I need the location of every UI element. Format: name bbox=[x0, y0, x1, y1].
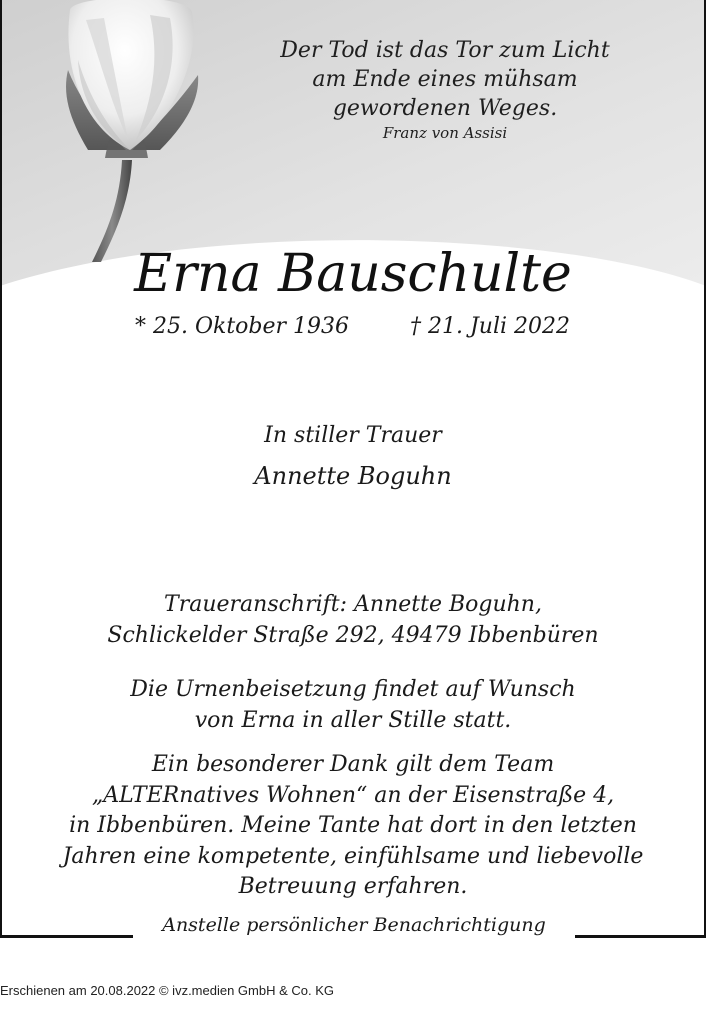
address-line: Traueranschrift: Annette Boguhn, bbox=[164, 592, 542, 617]
frame-border bbox=[0, 935, 133, 938]
quote-author: Franz von Assisi bbox=[382, 124, 508, 142]
thanks-line: Betreuung erfahren. bbox=[238, 874, 468, 899]
birth-date: * 25. Oktober 1936 bbox=[135, 314, 350, 339]
address-line: Schlickelder Straße 292, 49479 Ibbenbüren bbox=[107, 623, 599, 648]
frame-border bbox=[704, 0, 706, 938]
quote-line: Der Tod ist das Tor zum Licht bbox=[280, 38, 610, 63]
mourner-name: Annette Boguhn bbox=[254, 462, 452, 490]
frame-border bbox=[575, 935, 706, 938]
mourning-address bbox=[0, 589, 706, 651]
thanks-notice bbox=[0, 750, 706, 903]
mourning-label: In stiller Trauer bbox=[264, 423, 442, 448]
frame-border bbox=[0, 0, 2, 938]
publication-caption: Erschienen am 20.08.2022 © ivz.medien GmbH & Co. KG bbox=[0, 983, 335, 998]
notification-note: Anstelle persönlicher Benachrichtigung bbox=[133, 914, 575, 936]
thanks-line: Ein besonderer Dank gilt dem Team bbox=[151, 752, 555, 777]
thanks-line: Jahren eine kompetente, einfühlsame und liebevolle bbox=[62, 843, 644, 869]
quote bbox=[255, 36, 635, 143]
thanks-line: „ALTERnatives Wohnen“ an der Eisenstraße 4, bbox=[91, 782, 615, 808]
quote-line: am Ende eines mühsam bbox=[312, 67, 578, 92]
burial-line: von Erna in aller Stille statt. bbox=[194, 708, 512, 733]
death-date: † 21. Juli 2022 bbox=[410, 314, 571, 339]
burial-notice bbox=[0, 674, 706, 736]
burial-line: Die Urnenbeisetzung findet auf Wunsch bbox=[130, 677, 576, 702]
deceased-name: Erna Bauschulte bbox=[134, 244, 572, 304]
quote-line: gewordenen Weges. bbox=[332, 96, 558, 121]
thanks-line: in Ibbenbüren. Meine Tante hat dort in den letzten bbox=[69, 813, 637, 838]
